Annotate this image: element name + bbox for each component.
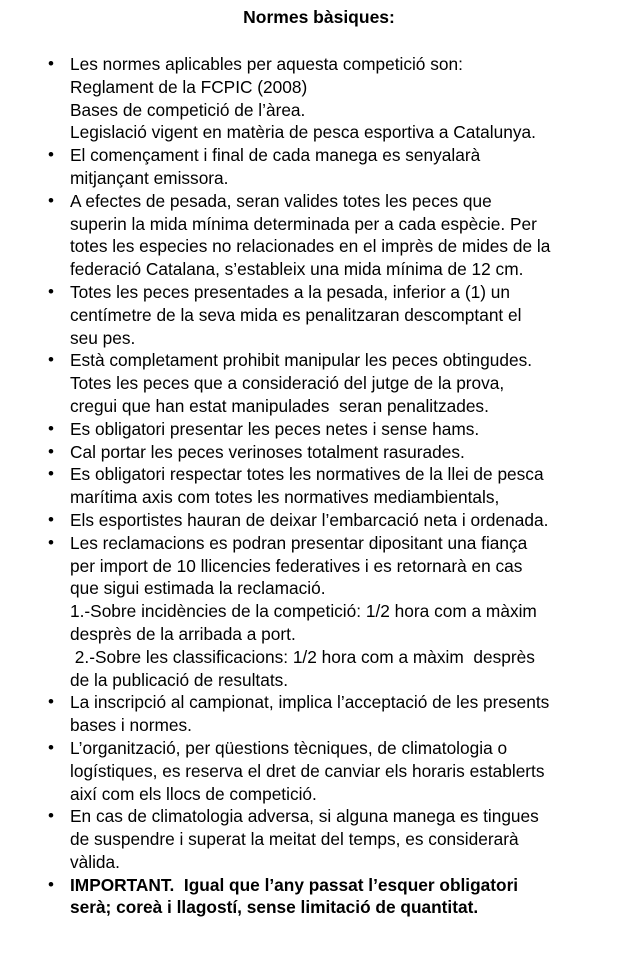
bullet-icon: • bbox=[48, 806, 54, 826]
rule-line: bases i normes. bbox=[70, 715, 192, 736]
bullet-icon: • bbox=[48, 464, 54, 484]
rule-line: per import de 10 llicencies federatives i es retornarà en cas bbox=[70, 555, 523, 576]
rule-line: 2.-Sobre les classificacions: 1/2 hora com a màxim desprès bbox=[70, 646, 535, 667]
bullet-icon: • bbox=[48, 54, 54, 73]
bullet-icon: • bbox=[48, 418, 54, 438]
rule-line: vàlida. bbox=[70, 851, 120, 872]
bullet-icon: • bbox=[48, 190, 54, 210]
rule-line: La inscripció al campionat, implica l’acceptació de les presents bbox=[70, 692, 550, 713]
rule-item bbox=[0, 441, 638, 464]
rule-item bbox=[0, 53, 638, 144]
bullet-icon: • bbox=[48, 737, 54, 757]
bullet-icon: • bbox=[48, 532, 54, 552]
rule-line: Totes les peces presentades a la pesada, inferior a (1) un bbox=[70, 281, 510, 302]
rule-line: superin la mida mínima determinada per a cada espècie. Per bbox=[70, 213, 537, 234]
bullet-icon: • bbox=[48, 281, 54, 301]
rule-line: El començament i final de cada manega es senyalarà bbox=[70, 145, 481, 166]
rule-line: centímetre de la seva mida es penalitzaran descomptant el bbox=[70, 304, 522, 325]
rule-item bbox=[0, 874, 638, 920]
bullet-icon: • bbox=[48, 874, 54, 894]
rule-line: 1.-Sobre incidències de la competició: 1/2 hora com a màxim bbox=[70, 601, 537, 622]
rule-line: Bases de competició de l’àrea. bbox=[70, 99, 306, 120]
bullet-icon: • bbox=[48, 509, 54, 529]
rule-line: A efectes de pesada, seran valides totes les peces que bbox=[70, 190, 492, 211]
rule-item bbox=[0, 349, 638, 417]
rule-item bbox=[0, 281, 638, 349]
rule-line: IMPORTANT. Igual que l’any passat l’esquer obligatori bbox=[70, 874, 519, 895]
rule-item bbox=[0, 144, 638, 190]
rule-item bbox=[0, 532, 638, 692]
rules-list bbox=[0, 53, 638, 919]
rule-item bbox=[0, 691, 638, 737]
rule-line: seu pes. bbox=[70, 327, 136, 348]
rule-line: totes les especies no relacionades en el imprès de mides de la bbox=[70, 236, 551, 257]
bullet-icon: • bbox=[48, 145, 54, 165]
rule-line: mitjançant emissora. bbox=[70, 167, 229, 188]
rule-item bbox=[0, 805, 638, 873]
rule-line: En cas de climatologia adversa, si alguna manega es tingues bbox=[70, 806, 539, 827]
page-title: Normes bàsiques: bbox=[243, 7, 395, 27]
rule-line: Legislació vigent en matèria de pesca esportiva a Catalunya. bbox=[70, 122, 536, 143]
rule-line: Reglament de la FCPIC (2008) bbox=[70, 76, 308, 97]
rule-line: de la publicació de resultats. bbox=[70, 669, 289, 690]
rule-line: que sigui estimada la reclamació. bbox=[70, 578, 326, 599]
rule-line: Els esportistes hauran de deixar l’embarcació neta i ordenada. bbox=[70, 509, 549, 530]
bullet-icon: • bbox=[48, 692, 54, 712]
bullet-icon: • bbox=[48, 350, 54, 370]
rule-line: desprès de la arribada a port. bbox=[70, 623, 296, 644]
rule-item bbox=[0, 509, 638, 532]
rule-item bbox=[0, 463, 638, 509]
rule-line: serà; coreà i llagostí, sense limitació de quantitat. bbox=[70, 897, 479, 918]
rule-line: Es obligatori presentar les peces netes i sense hams. bbox=[70, 418, 480, 439]
rule-line: així com els llocs de competició. bbox=[70, 783, 317, 804]
rule-item bbox=[0, 418, 638, 441]
rule-line: de suspendre i superat la meitat del temps, es considerarà bbox=[70, 829, 519, 850]
rule-line: federació Catalana, s’estableix una mida mínima de 12 cm. bbox=[70, 259, 524, 280]
bullet-icon: • bbox=[48, 441, 54, 461]
rule-item bbox=[0, 737, 638, 805]
rule-line: Es obligatori respectar totes les normatives de la llei de pesca bbox=[70, 464, 544, 485]
rule-line: Les reclamacions es podran presentar dipositant una fiança bbox=[70, 532, 528, 553]
rule-line: Les normes aplicables per aquesta competició son: bbox=[70, 54, 463, 74]
rule-line: L’organització, per qüestions tècniques, de climatologia o bbox=[70, 737, 508, 758]
rule-line: marítima axis com totes les normatives mediambientals, bbox=[70, 487, 500, 508]
rule-line: logístiques, es reserva el dret de canviar els horaris establerts bbox=[70, 760, 545, 781]
rule-line: cregui que han estat manipulades seran penalitzades. bbox=[70, 395, 489, 416]
rule-line: Cal portar les peces verinoses totalment rasurades. bbox=[70, 441, 465, 462]
rule-line: Totes les peces que a consideració del jutge de la prova, bbox=[70, 373, 505, 394]
rule-line: Està completament prohibit manipular les peces obtingudes. bbox=[70, 350, 533, 371]
rule-item bbox=[0, 190, 638, 281]
